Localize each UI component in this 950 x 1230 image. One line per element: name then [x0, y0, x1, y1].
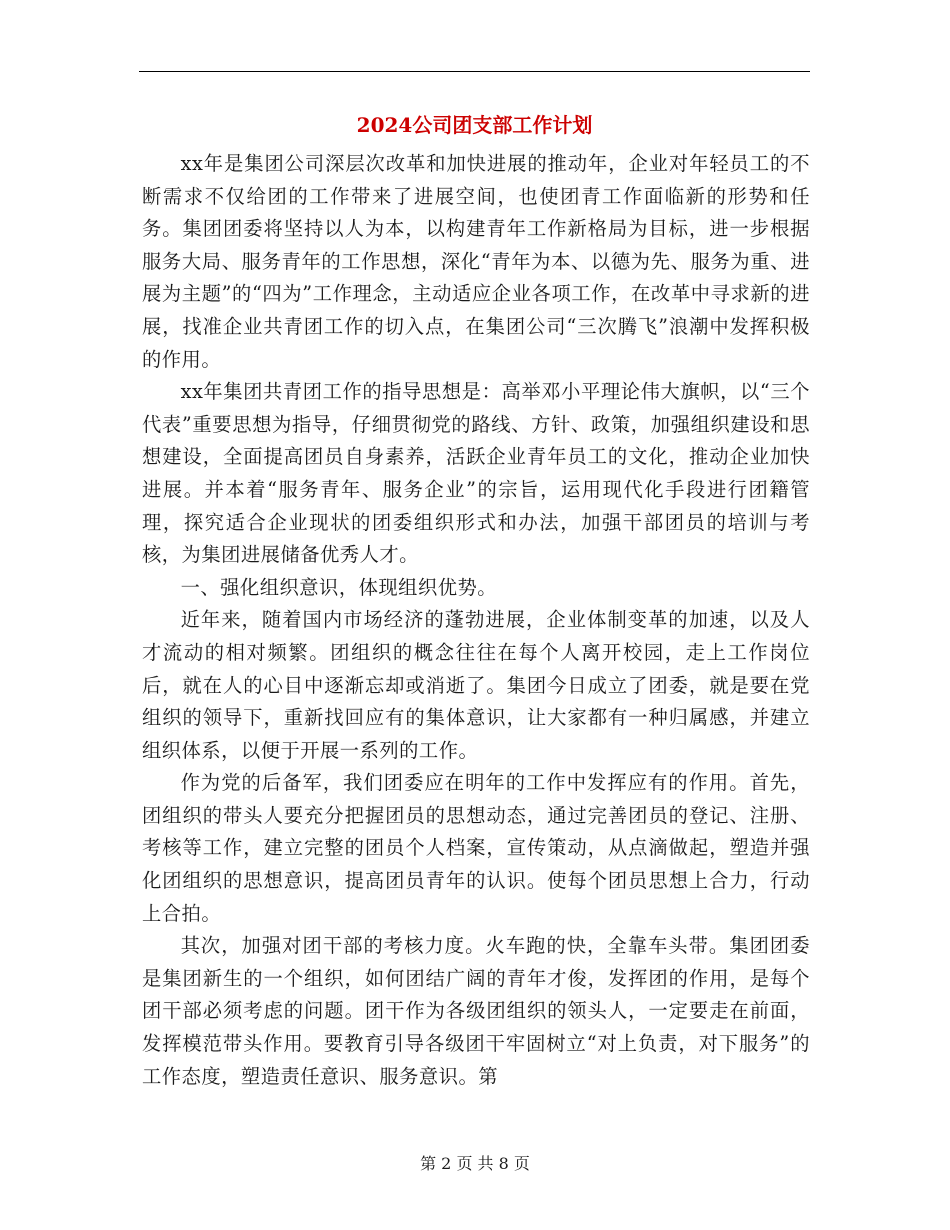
document-title: 2024公司团支部工作计划: [356, 113, 593, 137]
paragraph-recent-years: 近年来，随着国内市场经济的蓬勃进展，企业体制变革的加速，以及人才流动的相对频繁。团组织的概念往往在每个人离开校园，走上工作岗位后，就在人的心目中逐渐忘却或消逝了。集团今日成立了团委，就是要在党组织的领导下，重新找回应有的集体意识，让大家都有一种归属感，并建立组织体系，以便于开展一系列的工作。: [142, 608, 810, 762]
paragraph-secondly: 其次，加强对团干部的考核力度。火车跑的快，全靠车头带。集团团委是集团新生的一个组织，如何团结广阔的青年才俊，发挥团的作用，是每个团干部必须考虑的问题。团干作为各级团组织的领头人，一定要走在前面，发挥模范带头作用。要教育引导各级团干牢固树立“对上负责，对下服务”的工作态度，塑造责任意识、服务意识。第: [142, 934, 810, 1088]
page-number-footer: 第 2 页 共 8 页: [420, 1154, 530, 1173]
paragraph-intro: xx年是集团公司深层次改革和加快进展的推动年，企业对年轻员工的不断需求不仅给团的工作带来了进展空间，也使团青工作面临新的形势和任务。集团团委将坚持以人为本，以构建青年工作新格局为目标，进一步根据服务大局、服务青年的工作思想，深化“青年为本、以德为先、服务为重、进展为主题”的“四为”工作理念，主动适应企业各项工作，在改革中寻求新的进展，找准企业共青团工作的切入点，在集团公司“三次腾飞”浪潮中发挥积极的作用。: [142, 152, 810, 371]
paragraph-reserve-army: 作为党的后备军，我们团委应在明年的工作中发挥应有的作用。首先，团组织的带头人要充分把握团员的思想动态，通过完善团员的登记、注册、考核等工作，建立完整的团员个人档案，宣传策动，从点滴做起，塑造并强化团组织的思想意识，提高团员青年的认识。使每个团员思想上合力，行动上合拍。: [142, 771, 810, 925]
header-rule: [139, 71, 810, 72]
section-heading-1: 一、强化组织意识，体现组织优势。: [180, 575, 498, 599]
document-body: [142, 148, 810, 1093]
paragraph-guiding-thought: xx年集团共青团工作的指导思想是：高举邓小平理论伟大旗帜，以“三个代表”重要思想为指导，仔细贯彻党的路线、方针、政策，加强组织建设和思想建设，全面提高团员自身素养，活跃企业青年员工的文化，推动企业加快进展。并本着“服务青年、服务企业”的宗旨，运用现代化手段进行团籍管理，探究适合企业现状的团委组织形式和办法，加强干部团员的培训与考核，为集团进展储备优秀人才。: [142, 380, 810, 567]
